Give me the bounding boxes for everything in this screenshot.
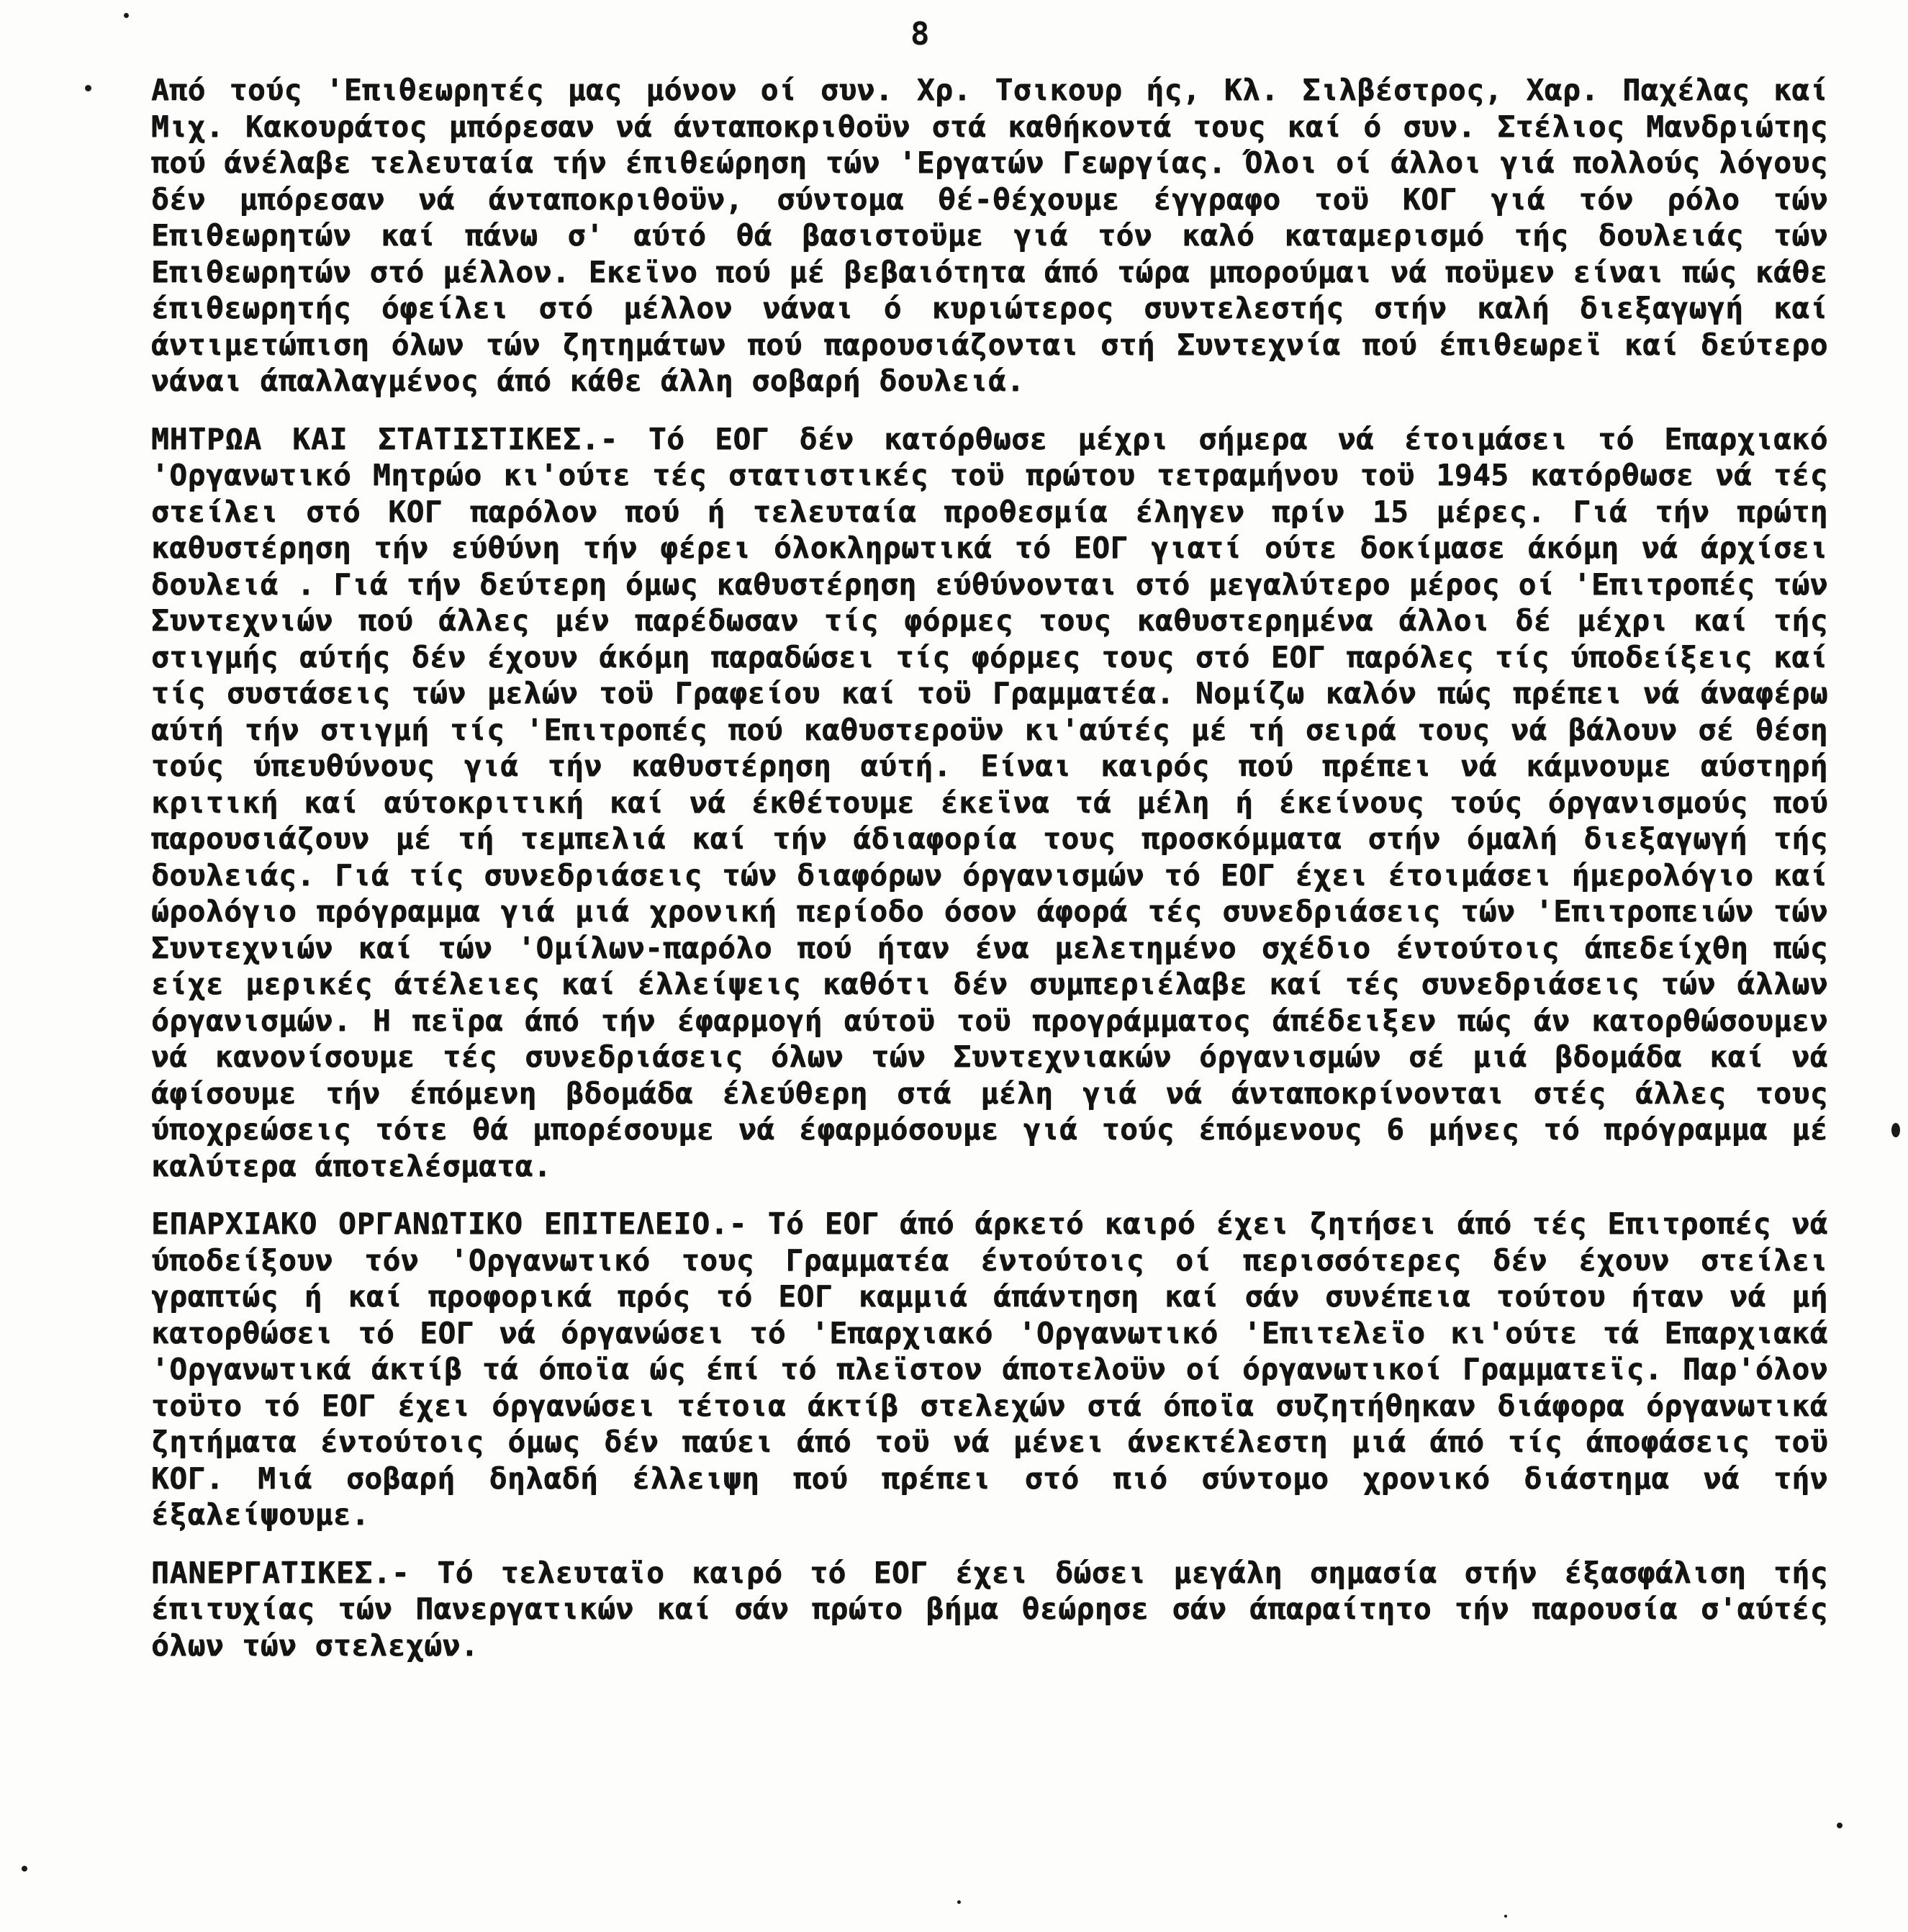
section-heading: ΜΗΤΡΩΑ ΚΑΙ ΣΤΑΤΙΣΤΙΚΕΣ.- (151, 421, 619, 456)
paragraph-text: Τό ΕΟΓ άπό άρκετό καιρό έχει ζητήσει άπό τές Επιτροπές νά ύποδείξουν τόν 'Οργανωτικό τους Γραμματέα έντούτοις οί περισσότερες δέν έχουν στείλει γραπτώς ή καί προφορικά πρός τό ΕΟΓ καμμιά άπάντηση καί σάν συνέπεια τούτου ήταν νά μή κατορθώσει τό ΕΟΓ νά όργανώσει τό 'Επαρχιακό 'Οργανωτικό 'Επιτελεϊο κι'ούτε τά Επαρχιακά 'Οργανωτικά άκτίβ τά όποϊα ώς έπί τό πλεϊστον άποτελοϋν οί όργανωτικοί Γραμματεϊς. Παρ'όλον τοϋτο τό ΕΟΓ έχει όργανώσει τέτοια άκτίβ στελεχών στά όποϊα συζητήθηκαν διάφορα όργανωτικά ζητήματα έντούτοις όμως δέν παύει άπό τοϋ νά μένει άνεκτέλεστη μιά άπό τίς άποφάσεις τοϋ ΚΟΓ. Μιά σοβαρή δηλαδή έλλειψη πού πρέπει στό πιό σύντομο χρονικό διάστημα νά τήν έξαλείψουμε. (151, 1206, 1828, 1532)
paragraph-inspectors (151, 72, 1828, 400)
scan-speck (1504, 1915, 1507, 1918)
paragraph-pan-workers (151, 1555, 1828, 1664)
scan-speck (1891, 1123, 1900, 1137)
section-heading: ΕΠΑΡΧΙΑΚΟ ΟΡΓΑΝΩΤΙΚΟ ΕΠΙΤΕΛΕΙΟ.- (151, 1206, 748, 1241)
document-body (151, 72, 1828, 1685)
paragraph-text: Από τούς 'Επιθεωρητές μας μόνον οί συν. Χρ. Τσικουρ ής, Κλ. Σιλβέστρος, Χαρ. Παχέλας καί Μιχ. Κακουράτος μπόρεσαν νά άνταποκριθοϋν στά καθήκοντά τους καί ό συν. Στέλιος Μανδριώτης πού άνέλαβε τελευταία τήν έπιθεώρηση τών 'Εργατών Γεωργίας. Όλοι οί άλλοι γιά πολλούς λόγους δέν μπόρεσαν νά άνταποκριθοϋν, σύντομα θέ-θέχουμε έγγραφο τοϋ ΚΟΓ γιά τόν ρόλο τών Επιθεωρητών καί πάνω σ' αύτό θά βασιστοϋμε γιά τόν καλό καταμερισμό τής δουλειάς τών Επιθεωρητών στό μέλλον. Εκεϊνο πού μέ βεβαιότητα άπό τώρα μπορούμαι νά ποϋμεν είναι πώς κάθε έπιθεωρητής όφείλει στό μέλλον νάναι ό κυριώτερος συντελεστής στήν καλή διεξαγωγή καί άντιμετώπιση όλων τών ζητημάτων πού παρουσιάζονται στή Συντεχνία πού έπιθεωρεϊ καί δεύτερο νάναι άπαλλαγμένος άπό κάθε άλλη σοβαρή δουλειά. (151, 73, 1828, 398)
scan-speck (22, 1866, 27, 1872)
scan-speck (957, 1900, 961, 1904)
section-heading: ΠΑΝΕΡΓΑΤΙΚΕΣ.- (151, 1555, 410, 1590)
paragraph-registers-statistics (151, 421, 1828, 1185)
page-number: 8 (910, 16, 931, 53)
paragraph-text: Τό ΕΟΓ δέν κατόρθωσε μέχρι σήμερα νά έτοιμάσει τό Επαρχιακό 'Οργανωτικό Μητρώο κι'ούτε τές στατιστικές τοϋ πρώτου τετραμήνου τοϋ 1945 κατόρθωσε νά τές στείλει στό ΚΟΓ παρόλον πού ή τελευταία προθεσμία έληγεν πρίν 15 μέρες. Γιά τήν πρώτη καθυστέρηση τήν εύθύνη τήν φέρει όλοκληρωτικά τό ΕΟΓ γιατί ούτε δοκίμασε άκόμη νά άρχίσει δουλειά . Γιά τήν δεύτερη όμως καθυστέρηση εύθύνονται στό μεγαλύτερο μέρος οί 'Επιτροπές τών Συντεχνιών πού άλλες μέν παρέδωσαν τίς φόρμες τους καθυστερημένα άλλοι δέ μέχρι καί τής στιγμής αύτής δέν έχουν άκόμη παραδώσει τίς φόρμες τους στό ΕΟΓ παρόλες τίς ύποδείξεις καί τίς συστάσεις τών μελών τοϋ Γραφείου καί τοϋ Γραμματέα. Νομίζω καλόν πώς πρέπει νά άναφέρω αύτή τήν στιγμή τίς 'Επιτροπές πού καθυστεροϋν κι'αύτές μέ τή σειρά τους νά βάλουν σέ θέση τούς ύπευθύνους γιά τήν καθυστέρηση αύτή. Είναι καιρός πού πρέπει νά κάμνουμε αύστηρή κριτική καί αύτοκριτική καί νά έκθέτουμε έκεϊνα τά μέλη ή έκείνους τούς όργανισμούς πού παρουσιάζουν μέ τή τεμπελιά καί τήν άδιαφορία τους προσκόμματα στήν όμαλή διεξαγωγή τής δουλειάς. Γιά τίς συνεδριάσεις τών διαφόρων όργανισμών τό ΕΟΓ έχει έτοιμάσει ήμερολόγιο καί ώρολόγιο πρόγραμμα γιά μιά χρονική περίοδο όσον άφορά τές συνεδριάσεις τών 'Επιτροπειών τών Συντεχνιών καί τών 'Ομίλων-παρόλο πού ήταν ένα μελετημένο σχέδιο έντούτοις άπεδείχθη πώς είχε μερικές άτέλειες καί έλλείψεις καθότι δέν συμπεριέλαβε καί τές συνεδριάσεις τών άλλων όργανισμών. Η πεϊρα άπό τήν έφαρμογή αύτοϋ τοϋ προγράμματος άπέδειξεν πώς άν κατορθώσουμεν νά κανονίσουμε τές συνεδριάσεις όλων τών Συντεχνιακών όργανισμών σέ μιά βδομάδα καί νά άφίσουμε τήν έπόμενη βδομάδα έλεύθερη στά μέλη γιά νά άνταποκρίνονται στές άλλες τους ύποχρεώσεις τότε θά μπορέσουμε νά έφαρμόσουμε γιά τούς έπόμενους 6 μήνες τό πρόγραμμα μέ καλύτερα άποτελέσματα. (151, 421, 1828, 1183)
paragraph-text: Τό τελευταϊο καιρό τό ΕΟΓ έχει δώσει μεγάλη σημασία στήν έξασφάλιση τής έπιτυχίας τών Πανεργατικών καί σάν πρώτο βήμα θεώρησε σάν άπαραίτητο τήν παρουσία σ'αύτές όλων τών στελεχών. (151, 1555, 1828, 1663)
scan-speck (1837, 1823, 1843, 1828)
scan-speck (85, 85, 91, 91)
scan-speck (124, 13, 129, 18)
paragraph-organizational-staff (151, 1206, 1828, 1533)
